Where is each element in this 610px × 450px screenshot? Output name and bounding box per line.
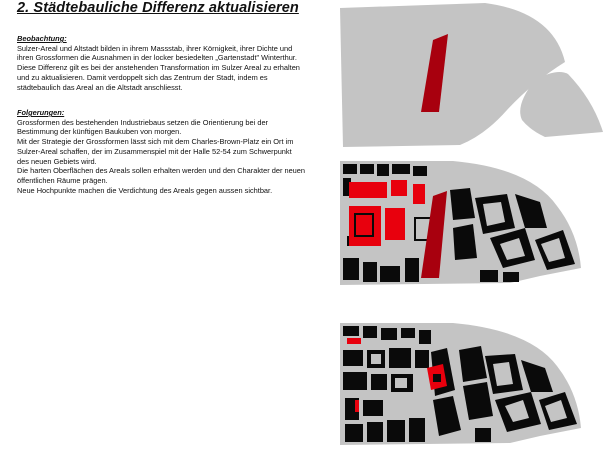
new-building-courtyard — [433, 374, 441, 382]
conclusions-section — [17, 108, 305, 195]
conclusion-paragraph: Grossformen des bestehenden Industriebaus setzen die Orientierung bei der Bestimmung der künftigen Baukuben von morgen. — [17, 117, 269, 137]
page-title: 2. Städtebauliche Differenz aktualisieren — [17, 0, 299, 16]
observation-section — [17, 34, 305, 92]
conclusion-paragraph: Neue Hochpunkte machen die Verdichtung des Areals gegen aussen sichtbar. — [17, 185, 273, 195]
conclusions-heading: Folgerungen: — [17, 108, 65, 117]
site-plan-outline-diagram — [335, 0, 605, 150]
high-points-diagram — [335, 320, 585, 448]
conclusion-paragraph: Die harten Oberflächen des Areals sollen erhalten werden und den Charakter der neuen öffentlichen Räume prägen. — [17, 166, 306, 185]
building-structure-diagram — [335, 158, 585, 288]
conclusion-paragraph: Mit der Strategie der Grossformen lässt sich mit dem Charles-Brown-Platz ein Ort im Sulzer-Areal schaffen, der im Zusammenspiel mit der Halle 52-54 zum Schwerpunkt des neuen Gebiets wird. — [17, 137, 294, 166]
observation-text: Sulzer-Areal und Altstadt bilden in ihrem Massstab, ihrer Körnigkeit, ihrer Dichte und ihren Grossformen die Ausnahmen in der locker besiedelten „Gartenstadt" Winterthur. Diese Differenz gilt es bei der anstehenden Transformation im Sulzer Areal zu erhalten und zu aktualisieren. Damit verdoppelt sich das Zentrum der Stadt, indem es städtebaulich das Areal an die Altstadt anschliesst. — [17, 43, 300, 92]
observation-heading: Beobachtung: — [17, 34, 67, 43]
